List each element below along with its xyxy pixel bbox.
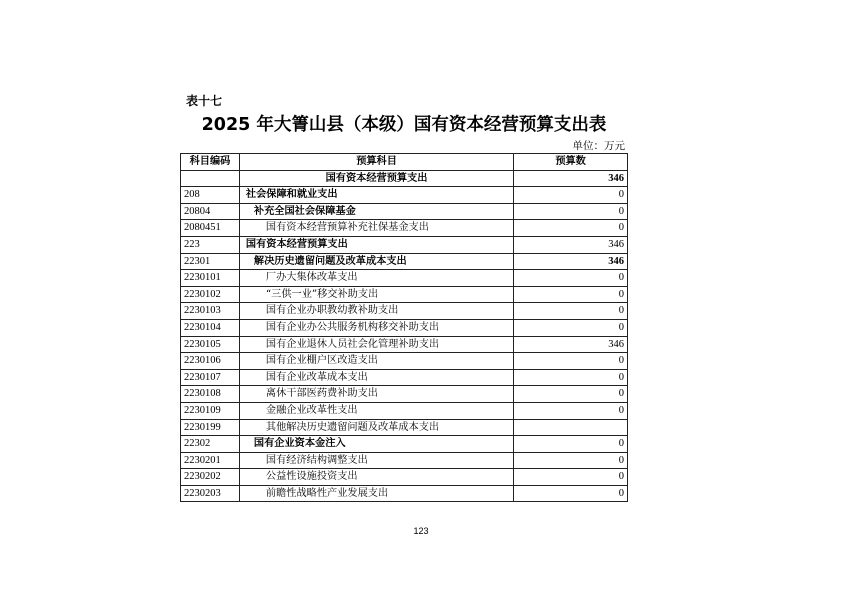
code-cell: 2230108 <box>181 386 240 403</box>
page-title: 2025 年大箐山县（本级）国有资本经营预算支出表 <box>201 115 607 135</box>
code-cell: 2230199 <box>181 419 240 436</box>
name-cell: 国有企业棚户区改造支出 <box>239 353 513 370</box>
table-row <box>181 452 628 469</box>
amount-cell: 0 <box>514 303 628 320</box>
table-row <box>181 469 628 486</box>
table-row <box>181 485 628 502</box>
code-cell: 2230107 <box>181 369 240 386</box>
code-cell: 2080451 <box>181 220 240 237</box>
amount-cell: 346 <box>514 236 628 253</box>
amount-cell: 0 <box>514 270 628 287</box>
name-cell: “三供一业”移交补助支出 <box>239 286 513 303</box>
name-cell: 国有企业改革成本支出 <box>239 369 513 386</box>
code-cell: 2230106 <box>181 353 240 370</box>
table-row <box>181 220 628 237</box>
name-cell: 其他解决历史遗留问题及改革成本支出 <box>239 419 513 436</box>
code-cell: 22301 <box>181 253 240 270</box>
total-name-cell: 国有资本经营预算支出 <box>239 170 513 187</box>
code-cell: 20804 <box>181 203 240 220</box>
code-cell: 2230105 <box>181 336 240 353</box>
table-row <box>181 369 628 386</box>
amount-cell: 0 <box>514 402 628 419</box>
amount-cell <box>514 419 628 436</box>
table-header-row <box>181 154 628 171</box>
code-cell: 2230201 <box>181 452 240 469</box>
name-cell: 国有企业办职教幼教补助支出 <box>239 303 513 320</box>
amount-cell: 0 <box>514 353 628 370</box>
table-row <box>181 336 628 353</box>
total-amount-cell: 346 <box>514 170 628 187</box>
table-row <box>181 236 628 253</box>
amount-cell: 0 <box>514 436 628 453</box>
table-row <box>181 386 628 403</box>
unit-label: 单位：万元 <box>572 140 625 152</box>
table-row <box>181 436 628 453</box>
table-row <box>181 303 628 320</box>
name-cell: 前瞻性战略性产业发展支出 <box>239 485 513 502</box>
table-row <box>181 203 628 220</box>
amount-cell: 346 <box>514 336 628 353</box>
table-row <box>181 353 628 370</box>
amount-cell: 0 <box>514 386 628 403</box>
amount-cell: 0 <box>514 369 628 386</box>
code-cell: 223 <box>181 236 240 253</box>
amount-cell: 0 <box>514 485 628 502</box>
amount-cell: 0 <box>514 319 628 336</box>
amount-cell: 0 <box>514 286 628 303</box>
table-number: 表十七 <box>186 94 223 108</box>
table-row <box>181 419 628 436</box>
name-cell: 国有企业办公共服务机构移交补助支出 <box>239 319 513 336</box>
header-code: 科目编码 <box>181 154 240 171</box>
amount-cell: 0 <box>514 452 628 469</box>
code-cell: 2230203 <box>181 485 240 502</box>
name-cell: 离休干部医药费补助支出 <box>239 386 513 403</box>
amount-cell: 0 <box>514 203 628 220</box>
code-cell: 2230102 <box>181 286 240 303</box>
table-row <box>181 187 628 204</box>
name-cell: 国有企业退休人员社会化管理补助支出 <box>239 336 513 353</box>
header-name: 预算科目 <box>239 154 513 171</box>
table-row <box>181 319 628 336</box>
name-cell: 公益性设施投资支出 <box>239 469 513 486</box>
name-cell: 解决历史遗留问题及改革成本支出 <box>239 253 513 270</box>
name-cell: 社会保障和就业支出 <box>239 187 513 204</box>
table-row <box>181 286 628 303</box>
table-row <box>181 402 628 419</box>
total-code-cell <box>181 170 240 187</box>
name-cell: 国有经济结构调整支出 <box>239 452 513 469</box>
code-cell: 22302 <box>181 436 240 453</box>
table-row <box>181 253 628 270</box>
code-cell: 2230101 <box>181 270 240 287</box>
name-cell: 国有企业资本金注入 <box>239 436 513 453</box>
name-cell: 补充全国社会保障基金 <box>239 203 513 220</box>
amount-cell: 0 <box>514 469 628 486</box>
amount-cell: 346 <box>514 253 628 270</box>
name-cell: 国有资本经营预算补充社保基金支出 <box>239 220 513 237</box>
name-cell: 国有资本经营预算支出 <box>239 236 513 253</box>
amount-cell: 0 <box>514 187 628 204</box>
name-cell: 金融企业改革性支出 <box>239 402 513 419</box>
code-cell: 2230104 <box>181 319 240 336</box>
code-cell: 2230202 <box>181 469 240 486</box>
code-cell: 208 <box>181 187 240 204</box>
name-cell: 厂办大集体改革支出 <box>239 270 513 287</box>
amount-cell: 0 <box>514 220 628 237</box>
budget-table <box>180 153 628 502</box>
table-row <box>181 270 628 287</box>
code-cell: 2230109 <box>181 402 240 419</box>
code-cell: 2230103 <box>181 303 240 320</box>
total-row <box>181 170 628 187</box>
page-number: 123 <box>413 526 429 536</box>
header-amount: 预算数 <box>514 154 628 171</box>
